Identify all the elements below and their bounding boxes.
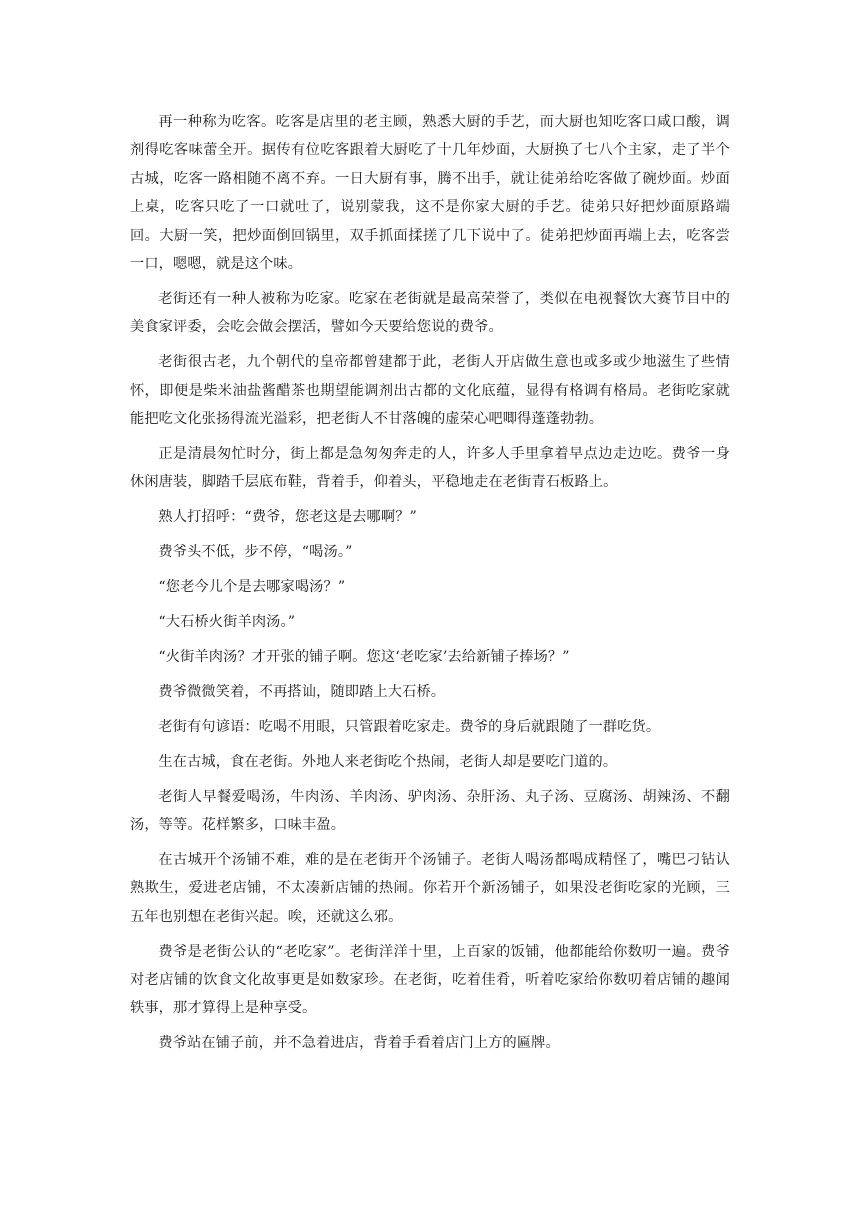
paragraph-chijia-intro: 老街还有一种人被称为吃家。吃家在老街就是最高荣誉了，类似在电视餐饮大赛节目中的美食家评委，会吃会做会摆活，譬如今天要给您说的费爷。 — [130, 290, 730, 336]
paragraph-fei-expert: 费爷是老街公认的“老吃家”。老街洋洋十里，上百家的饭铺，他都能给你数叨一遍。费爷对老店铺的饮食文化故事更是如数家珍。在老街，吃着佳肴，听着吃家给你数叨着店铺的趣闻轶事，那才算得上是种享受。 — [130, 943, 730, 1017]
paragraph-question: “您老今儿个是去哪家喝汤？” — [158, 579, 346, 596]
document-page — [130, 108, 730, 1064]
paragraph-eater-types: 再一种称为吃客。吃客是店里的老主顾，熟悉大厨的手艺，而大厨也知吃客口咸口酸，调剂得吃客味蕾全开。据传有位吃客跟着大厨吃了十几年炒面，大厨换了七八个主家，走了半个古城，吃客一路相随不离不弃。一日大厨有事，腾不出手，就让徒弟给吃客做了碗炒面。炒面上桌，吃客只吃了一口就吐了，说别蒙我，这不是你家大厨的手艺。徒弟只好把炒面原路端回。大厨一笑，把炒面倒回锅里，双手抓面揉搓了几下说中了。徒弟把炒面再端上去，吃客尝一口，嗯嗯，就是这个味。 — [130, 114, 730, 273]
paragraph-morning-scene: 正是清晨匆忙时分，街上都是急匆匆奔走的人，许多人手里拿着早点边走边吃。费爷一身休闲唐装，脚踏千层底布鞋，背着手，仰着头，平稳地走在老街青石板路上。 — [130, 445, 730, 491]
paragraph-fei-reply: 费爷头不低，步不停，“喝汤。” — [158, 544, 353, 561]
paragraph-fei-at-shop: 费爷站在铺子前，并不急着进店，背着手看着店门上方的匾牌。 — [158, 1035, 560, 1052]
paragraph-born-in-city: 生在古城，食在老街。外地人来老街吃个热闹，老街人却是要吃门道的。 — [158, 753, 618, 770]
paragraph-new-shop-question: “火街羊肉汤？才开张的铺子啊。您这‘老吃家’去给新铺子捧场？” — [158, 648, 570, 665]
paragraph-answer: “大石桥火街羊肉汤。” — [158, 614, 296, 630]
paragraph-old-street-history: 老街很古老，九个朝代的皇帝都曾建都于此，老街人开店做生意也或多或少地滋生了些情怀，即便是柴米油盐酱醋茶也期望能调剂出古都的文化底蕴，显得有格调有格局。老街吃家就能把吃文化张扬得流光溢彩，把老街人不甘落魄的虚荣心吧唧得蓬蓬勃勃。 — [130, 354, 730, 428]
paragraph-soup-varieties: 老街人早餐爱喝汤，牛肉汤、羊肉汤、驴肉汤、杂肝汤、丸子汤、豆腐汤、胡辣汤、不翻汤，等等。花样繁多，口味丰盈。 — [130, 788, 730, 833]
paragraph-proverb: 老街有句谚语：吃喝不用眼，只管跟着吃家走。费爷的身后就跟随了一群吃货。 — [158, 718, 661, 735]
paragraph-fei-smiles: 费爷微微笑着，不再搭讪，随即踏上大石桥。 — [158, 683, 446, 700]
paragraph-soup-shop: 在古城开个汤铺不难，难的是在老街开个汤铺子。老街人喝汤都喝成精怪了，嘴巴刁钻认熟欺生，爱进老店铺，不太凑新店铺的热闹。你若开个新汤铺子，如果没老街吃家的光顾，三五年也别想在老街兴起。唉，还就这么邪。 — [130, 851, 730, 925]
paragraph-greeting: 熟人打招呼：“费爷，您老这是去哪啊？” — [158, 509, 417, 526]
